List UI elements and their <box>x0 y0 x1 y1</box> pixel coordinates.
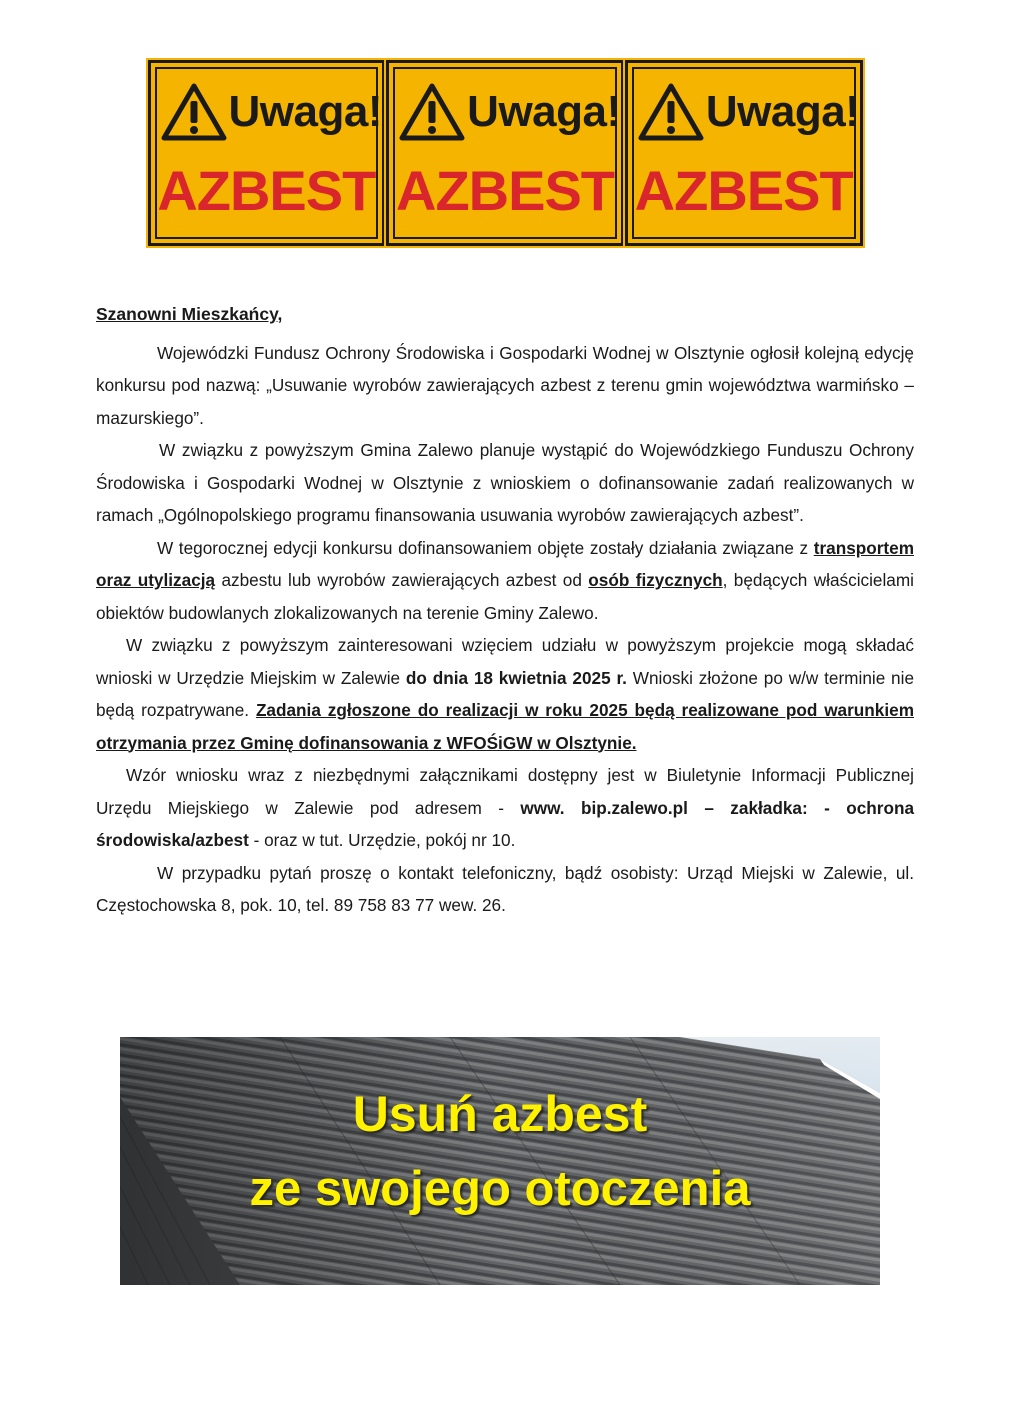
p5-text-c: - oraz w tut. Urzędzie, pokój nr 10. <box>248 830 516 850</box>
p3-osob-fizycznych: osób fizycznych <box>588 570 723 590</box>
warning-sign <box>148 60 386 246</box>
sign-uwaga-text: Uwaga! <box>467 87 621 136</box>
roof-headline-line1: Usuń azbest <box>352 1086 648 1142</box>
p3-text-e: , będących właścicielami obiektów budowlanych zlokalizowanych na terenie Gminy Zalewo. <box>96 570 914 623</box>
p3-transport-utylizacja: transportem oraz utylizacją <box>96 537 914 590</box>
asbestos-roof-image <box>120 1037 880 1285</box>
sign-uwaga-text: Uwaga! <box>705 87 860 136</box>
paragraph-5 <box>96 759 914 857</box>
warning-sign <box>386 60 624 246</box>
sign-azbest-text: AZBEST <box>157 159 376 222</box>
salutation: Szanowni Mieszkańcy, <box>96 304 283 324</box>
p4-text-a: W związku z powyższym zainteresowani wzięciem udziału w powyższym projekcie mogą składać wnioski w Urzędzie Miejskim w Zalewie <box>96 635 914 688</box>
sign-uwaga-text: Uwaga! <box>228 87 382 136</box>
warning-triangle-icon <box>399 83 465 141</box>
p3-text-c: azbestu lub wyrobów zawierających azbest od <box>215 570 589 590</box>
paragraph-1: Wojewódzki Fundusz Ochrony Środowiska i Gospodarki Wodnej w Olsztynie ogłosił kolejną edycję konkursu pod nazwą: „Usuwanie wyrobów zawierających azbest z terenu gmin województwa warmińsko – mazurskiego”. <box>96 342 914 428</box>
p5-address: www. bip.zalewo.pl – zakładka: - ochrona środowiska/azbest <box>96 797 915 850</box>
paragraph-4 <box>96 629 914 759</box>
sign-azbest-text: AZBEST <box>634 159 853 222</box>
p4-condition: Zadania zgłoszone do realizacji w roku 2025 będą realizowane pod warunkiem otrzymania przez Gminę dofinansowania z WFOŚiGW w Olsztynie. <box>96 700 914 753</box>
letter-body <box>96 298 914 922</box>
paragraph-6: W przypadku pytań proszę o kontakt telefoniczny, bądź osobisty: Urząd Miejski w Zalewie, ul. Częstochowska 8, pok. 10, tel. 89 758 83 77 wew. 26. <box>96 862 914 915</box>
p4-deadline: do dnia 18 kwietnia 2025 r. <box>405 667 627 688</box>
paragraph-2: W związku z powyższym Gmina Zalewo planuje wystąpić do Wojewódzkiego Funduszu Ochrony Środowiska i Gospodarki Wodnej w Olsztynie z wnioskiem o dofinansowanie zadań realizowanych w ramach „Ogólnopolskiego programu finansowania usuwania wyrobów zawierających azbest”. <box>96 440 914 525</box>
p4-text-c: Wnioski złożone po w/w terminie nie będą rozpatrywane. <box>96 667 914 720</box>
warning-sign <box>625 60 863 246</box>
warning-triangle-icon <box>161 83 227 141</box>
warning-signs-banner <box>147 60 863 246</box>
p5-text-a: Wzór wniosku wraz z niezbędnymi załącznikami dostępny jest w Biuletynie Informacji Publicznej Urzędu Miejskiego w Zalewie pod adresem - <box>96 765 914 818</box>
sign-azbest-text: AZBEST <box>396 159 614 222</box>
roof-headline-line2: ze swojego otoczenia <box>249 1162 751 1216</box>
p3-text-a: W tegorocznej edycji konkursu dofinansowaniem objęte zostały działania związane z <box>157 537 814 558</box>
warning-triangle-icon <box>638 83 704 141</box>
paragraph-3 <box>96 532 914 630</box>
